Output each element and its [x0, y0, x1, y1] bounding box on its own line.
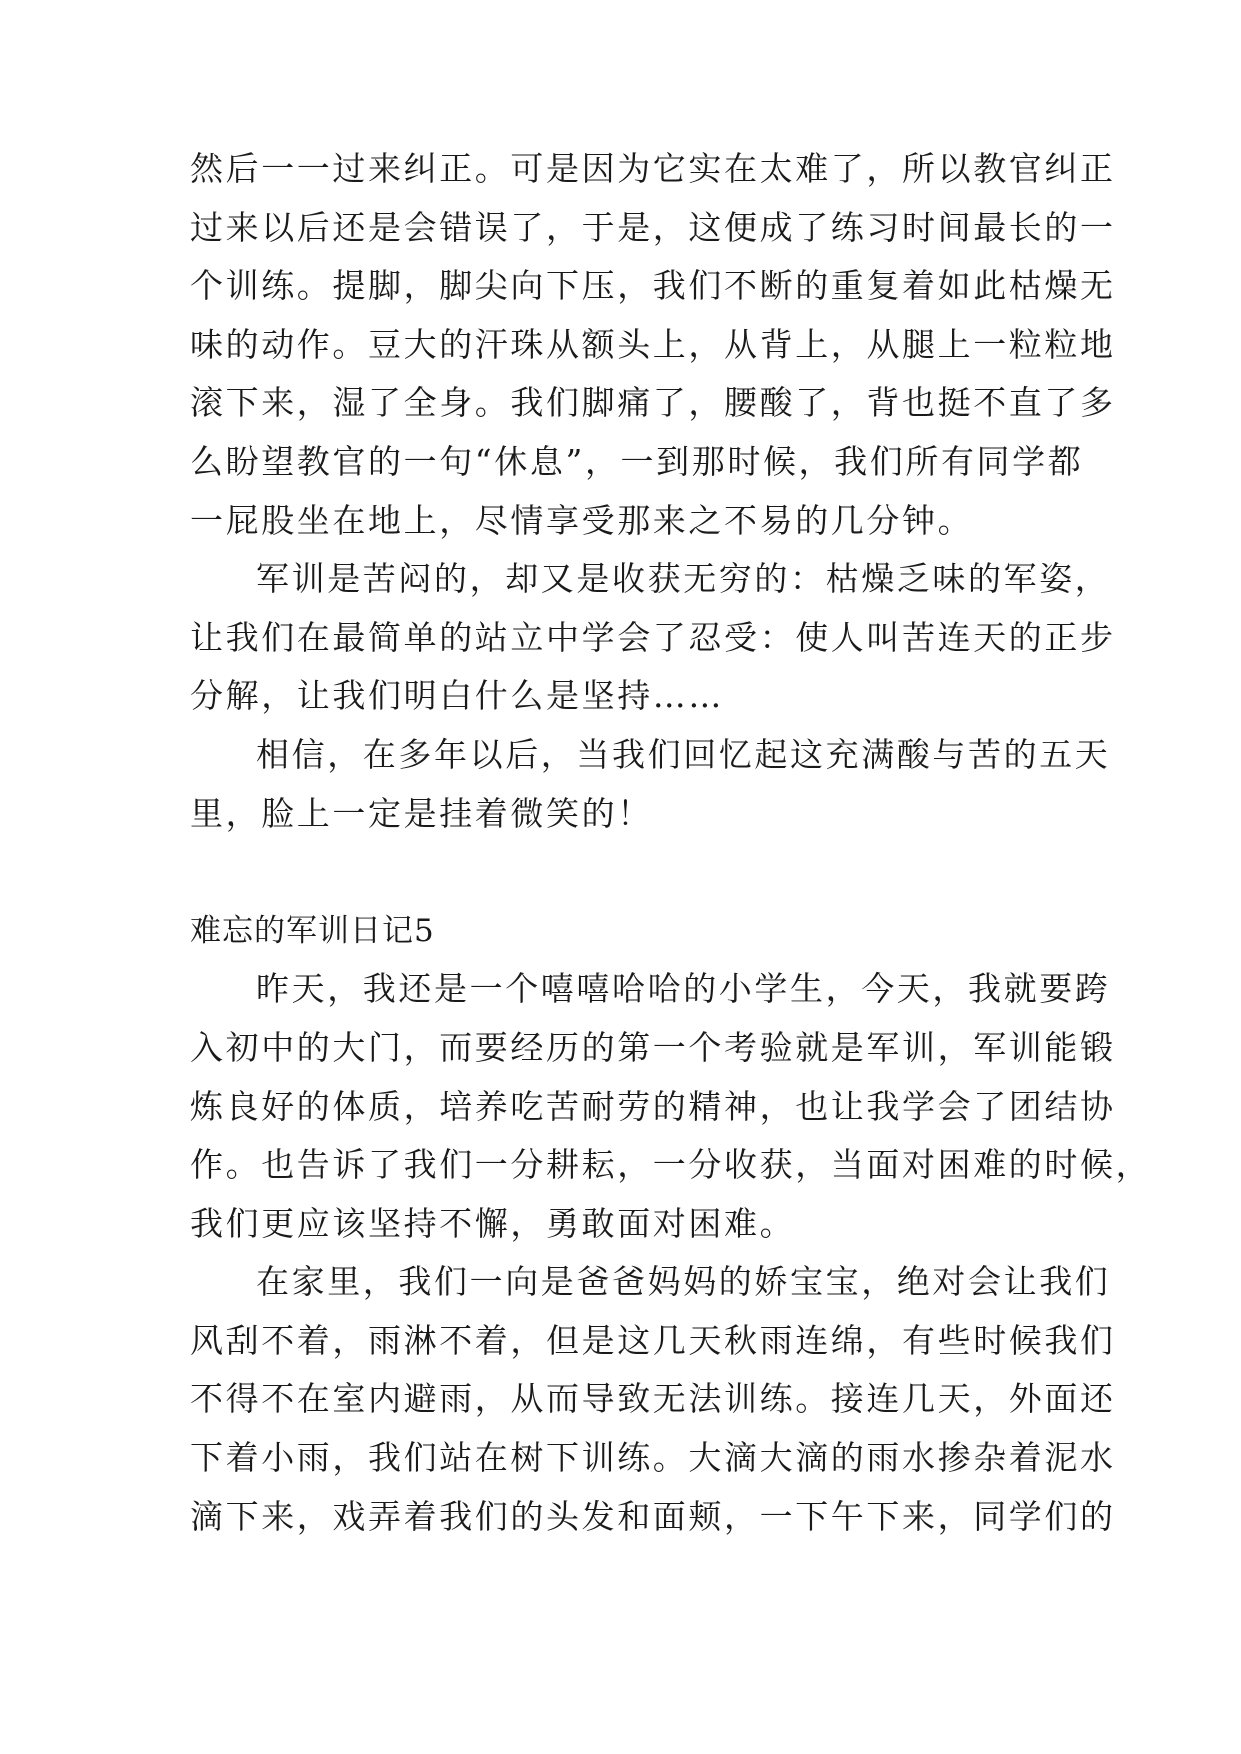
text-line: 昨天，我还是一个嘻嘻哈哈的小学生，今天，我就要跨 — [256, 969, 1111, 1009]
section-heading: 难忘的军训日记5 — [190, 912, 435, 949]
paragraph-3 — [190, 726, 1111, 843]
paragraph-4 — [190, 960, 1152, 1253]
paragraph-1 — [190, 140, 1116, 550]
text-line: 味的动作。豆大的汗珠从额头上，从背上，从腿上一粒粒地 — [190, 324, 1116, 364]
text-line: 不得不在室内避雨，从而导致无法训练。接连几天，外面还 — [190, 1379, 1116, 1419]
text-line: 军训是苦闷的，却又是收获无穷的：枯燥乏味的军姿， — [256, 559, 1111, 599]
paragraph-5 — [190, 1253, 1116, 1546]
text-line: 滴下来，戏弄着我们的头发和面颊，一下午下来，同学们的 — [190, 1496, 1116, 1536]
text-line: 然后一一过来纠正。可是因为它实在太难了，所以教官纠正 — [190, 149, 1116, 188]
text-line: 里，脸上一定是挂着微笑的！ — [190, 793, 653, 833]
text-line: 分解，让我们明白什么是坚持…… — [190, 676, 724, 716]
text-line: 过来以后还是会错误了，于是，这便成了练习时间最长的一 — [190, 207, 1116, 247]
text-line: 入初中的大门，而要经历的第一个考验就是军训，军训能锻 — [190, 1027, 1116, 1067]
text-line: 在家里，我们一向是爸爸妈妈的娇宝宝，绝对会让我们 — [256, 1262, 1111, 1302]
text-line: 炼良好的体质，培养吃苦耐劳的精神，也让我学会了团结协 — [190, 1086, 1116, 1126]
text-line: 下着小雨，我们站在树下训练。大滴大滴的雨水掺杂着泥水 — [190, 1438, 1116, 1478]
text-line: 我们更应该坚持不懈，勇敢面对困难。 — [190, 1203, 796, 1243]
text-line: 让我们在最简单的站立中学会了忍受：使人叫苦连天的正步 — [190, 617, 1116, 657]
text-line: 一屁股坐在地上，尽情享受那来之不易的几分钟。 — [190, 500, 974, 540]
text-line: 作。也告诉了我们一分耕耘，一分收获，当面对困难的时候， — [190, 1145, 1152, 1185]
text-line: 相信，在多年以后，当我们回忆起这充满酸与苦的五天 — [256, 734, 1111, 774]
text-line: 风刮不着，雨淋不着，但是这几天秋雨连绵，有些时候我们 — [190, 1320, 1116, 1360]
text-line: 么盼望教官的一句“休息”，一到那时候，我们所有同学都 — [190, 441, 1084, 481]
paragraph-2 — [190, 550, 1116, 726]
document-page — [190, 140, 1152, 1546]
section-spacer — [190, 843, 1060, 902]
text-line: 个训练。提脚，脚尖向下压，我们不断的重复着如此枯燥无 — [190, 266, 1116, 306]
text-line: 滚下来，湿了全身。我们脚痛了，腰酸了，背也挺不直了多 — [190, 383, 1116, 423]
